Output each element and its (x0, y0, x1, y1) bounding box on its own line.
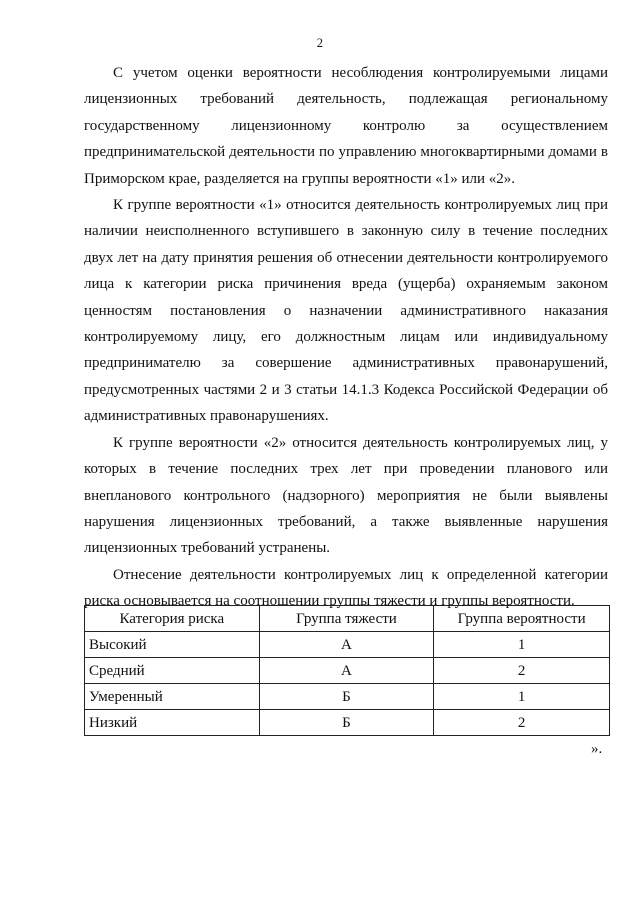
risk-category-table (84, 605, 610, 736)
risk-category-cell: Умеренный (85, 684, 260, 710)
probability-group-cell: 2 (434, 710, 610, 736)
probability-group-cell: 2 (434, 658, 610, 684)
probability-group-cell: 1 (434, 684, 610, 710)
closing-quote-mark: ». (591, 741, 603, 757)
risk-category-cell: Низкий (85, 710, 260, 736)
header-risk-category: Категория риска (85, 606, 260, 632)
document-body (84, 60, 608, 615)
table-header-row (85, 606, 610, 632)
severity-group-cell: А (259, 632, 434, 658)
paragraph-group-1: К группе вероятности «1» относится деятельность контролируемых лиц при наличии неисполненного вступившего в законную силу в течение последних двух лет на дату принятия решения об отнесении деятельности контролируемого лица к категории риска причинения вреда (ущерба) охраняемым законом ценностям постановления о назначении административного наказания контролируемому лицу, его должностным лицам или индивидуальному предпринимателю за совершение административных правонарушений, предусмотренных частями 2 и 3 статьи 14.1.3 Кодекса Российской Федерации об административных правонарушениях. (84, 197, 608, 425)
risk-category-cell: Средний (85, 658, 260, 684)
table-row (85, 710, 610, 736)
severity-group-cell: Б (259, 684, 434, 710)
table-row (85, 632, 610, 658)
probability-group-cell: 1 (434, 632, 610, 658)
page-number: 2 (316, 36, 324, 50)
paragraph-group-2: К группе вероятности «2» относится деятельность контролируемых лиц, у которых в течение последних трех лет при проведении планового или внепланового контрольного (надзорного) мероприятия не были выявлены нарушения лицензионных требований, а также выявленные нарушения лицензионных требований устранены. (84, 434, 608, 557)
paragraph-probability-groups: С учетом оценки вероятности несоблюдения контролируемыми лицами лицензионных требований деятельность, подлежащая региональному государственному лицензионному контролю за осуществлением предпринимательской деятельности по управлению многоквартирными домами в Приморском крае, разделяется на группы вероятности «1» или «2». (84, 65, 608, 187)
table-row (85, 658, 610, 684)
risk-category-cell: Высокий (85, 632, 260, 658)
header-severity-group: Группа тяжести (259, 606, 434, 632)
table-row (85, 684, 610, 710)
header-probability-group: Группа вероятности (434, 606, 610, 632)
severity-group-cell: Б (259, 710, 434, 736)
paragraph-risk-category: Отнесение деятельности контролируемых лиц к определенной категории риска основывается на соотношении группы тяжести и группы вероятности. (84, 566, 608, 610)
severity-group-cell: А (259, 658, 434, 684)
